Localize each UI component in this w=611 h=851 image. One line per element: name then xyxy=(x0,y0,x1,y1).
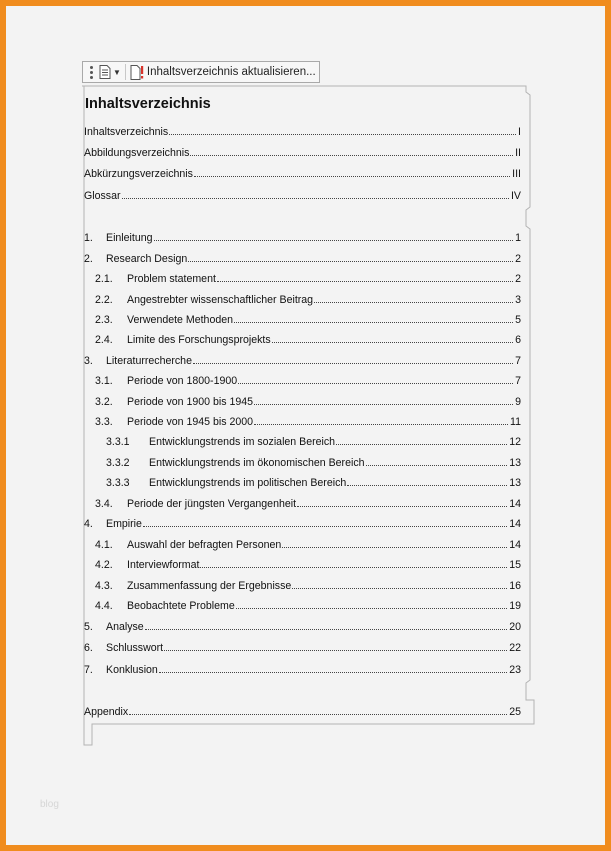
toc-entry-level2[interactable]: 4.2. Interviewformat 15 xyxy=(95,559,521,571)
toc-entry-level2[interactable]: 2.1. Problem statement 2 xyxy=(95,273,521,285)
toc-entry-level2[interactable]: 2.3. Verwendete Methoden 5 xyxy=(95,314,521,326)
toc-entry-level2[interactable]: 2.2. Angestrebter wissenschaftlicher Beitrag 3 xyxy=(95,294,521,306)
update-toc-label: Inhaltsverzeichnis aktualisieren... xyxy=(146,66,316,78)
watermark-text: blog xyxy=(40,799,59,810)
toc-entry-level2[interactable]: 3.4. Periode der jüngsten Vergangenheit 14 xyxy=(95,498,521,510)
toc-entry-level2[interactable]: 4.3. Zusammenfassung der Ergebnisse 16 xyxy=(95,580,521,592)
toc-entry-level2[interactable]: 4.1. Auswahl der befragten Personen 14 xyxy=(95,539,521,551)
toc-entry-level1[interactable]: 3. Literaturrecherche 7 xyxy=(84,355,521,367)
toc-entry-level3[interactable]: 3.3.3 Entwicklungstrends im politischen Bereich 13 xyxy=(106,477,521,489)
toc-entry-level1[interactable]: 1. Einleitung 1 xyxy=(84,232,521,244)
drag-handle-icon[interactable] xyxy=(86,63,96,81)
toc-content-control-toolbar xyxy=(82,61,320,83)
toc-entry-level1[interactable]: 2. Research Design 2 xyxy=(84,253,521,265)
toc-entry-level1[interactable]: 6. Schlusswort 22 xyxy=(84,642,521,654)
toc-entry-level1[interactable]: 7. Konklusion 23 xyxy=(84,664,521,676)
toc-front-entry[interactable]: Inhaltsverzeichnis I xyxy=(84,126,521,138)
toc-entry-level2[interactable]: 3.2. Periode von 1900 bis 1945 9 xyxy=(95,396,521,408)
update-document-icon xyxy=(130,65,144,80)
toc-entry-level2[interactable]: 3.3. Periode von 1945 bis 2000 11 xyxy=(95,416,521,428)
toc-menu-button[interactable] xyxy=(99,62,125,82)
toc-heading: Inhaltsverzeichnis xyxy=(85,96,211,112)
toolbar-divider xyxy=(125,64,126,80)
toc-entry-level1[interactable]: 4. Empirie 14 xyxy=(84,518,521,530)
toc-entry-level2[interactable]: 3.1. Periode von 1800-1900 7 xyxy=(95,375,521,387)
toc-front-entry[interactable]: Abbildungsverzeichnis II xyxy=(84,147,521,159)
update-toc-button[interactable] xyxy=(130,62,316,82)
toc-entry-level3[interactable]: 3.3.1 Entwicklungstrends im sozialen Bereich 12 xyxy=(106,436,521,448)
toc-entry-level2[interactable]: 4.4. Beobachtete Probleme 19 xyxy=(95,600,521,612)
toc-appendix-entry[interactable]: Appendix 25 xyxy=(84,706,521,718)
toc-entry-level3[interactable]: 3.3.2 Entwicklungstrends im ökonomischen Bereich 13 xyxy=(106,457,521,469)
document-icon xyxy=(99,65,111,79)
toc-entry-level1[interactable]: 5. Analyse 20 xyxy=(84,621,521,633)
toc-entry-level2[interactable]: 2.4. Limite des Forschungsprojekts 6 xyxy=(95,334,521,346)
chevron-down-icon: ▼ xyxy=(113,67,121,77)
toc-front-entry[interactable]: Abkürzungsverzeichnis III xyxy=(84,168,521,180)
toc-front-entry[interactable]: Glossar IV xyxy=(84,190,521,202)
